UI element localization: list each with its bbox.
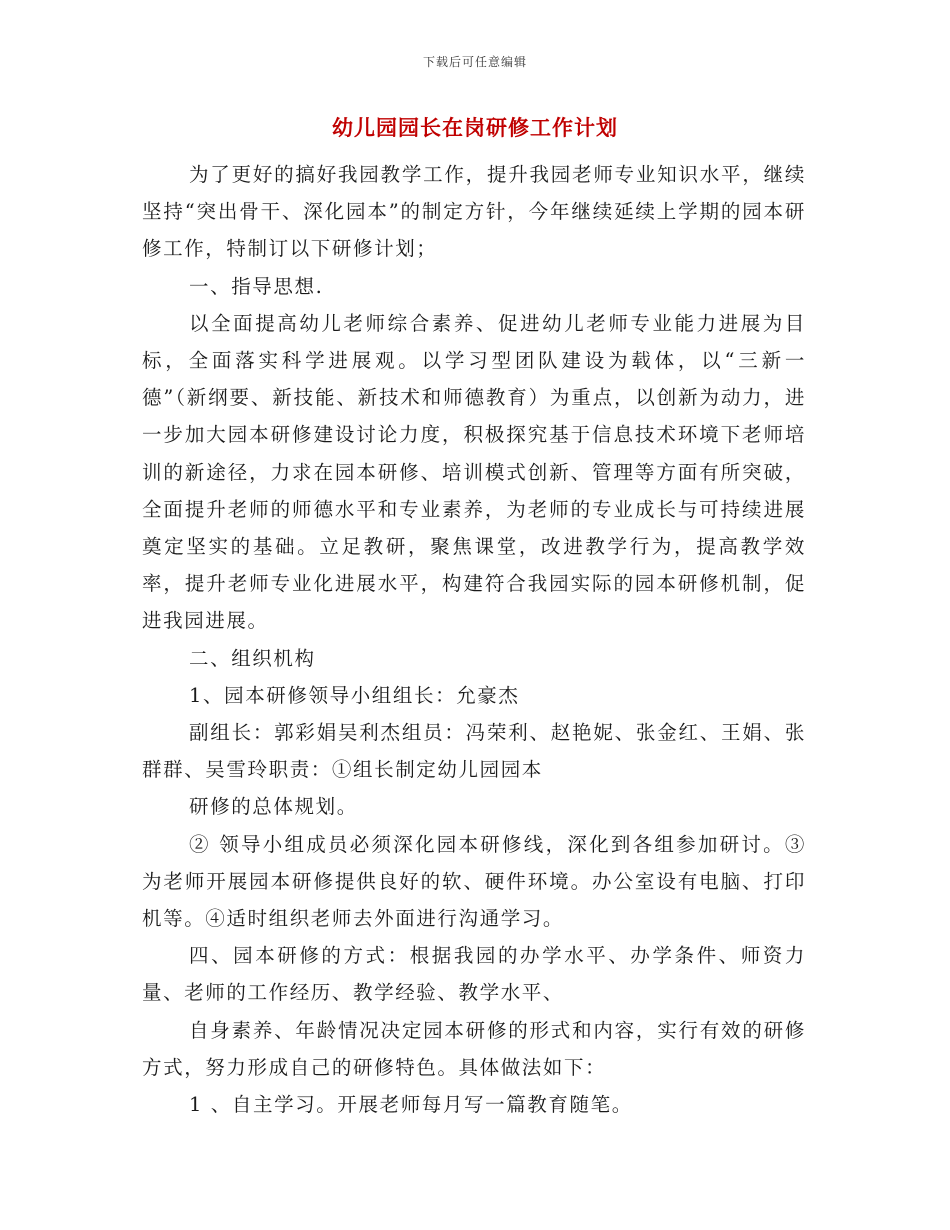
- intro-paragraph: 为了更好的搞好我园教学工作，提升我园老师专业知识水平，继续坚持“突出骨干、深化园本”的制定方针，今年继续延续上学期的园本研修工作，特制订以下研修计划；: [142, 163, 806, 261]
- header-note: 下载后可任意编辑: [422, 55, 527, 69]
- organization-members-paragraph: 副组长：郭彩娟吴利杰组员：冯荣利、赵艳妮、张金红、王娟、张群群、吴雪玲职责：①组长制定幼儿园园本: [142, 721, 806, 782]
- duties-paragraph: ② 领导小组成员必须深化园本研修线，深化到各组参加研讨。③为老师开展园本研修提供良好的软、硬件环境。办公室设有电脑、打印机等。④适时组织老师去外面进行沟通学习。: [142, 832, 806, 931]
- method-item-1: 1 、自主学习。开展老师每月写一篇教育随笔。: [189, 1093, 633, 1117]
- document-title: 幼儿园园长在岗研修工作计划: [332, 115, 618, 140]
- section-heading-organization: 二、组织机构: [189, 646, 316, 670]
- guiding-thought-paragraph: 以全面提高幼儿老师综合素养、促进幼儿老师专业能力进展为目标，全面落实科学进展观。以学习型团队建设为载体，以“三新一德”（新纲要、新技能、新技术和师德教育）为重点，以创新为动力，进一步加大园本研修建设讨论力度，积极探究基于信息技术环境下老师培训的新途径，力求在园本研修、培训模式创新、管理等方面有所突破，全面提升老师的师德水平和专业素养，为老师的专业成长与可持续进展奠定坚实的基础。立足教研，聚焦课堂，改进教学行为，提高教学效率，提升老师专业化进展水平，构建符合我园实际的园本研修机制，促进我园进展。: [142, 311, 806, 633]
- organization-leader-line: 1、园本研修领导小组组长：允豪杰: [189, 683, 520, 707]
- organization-duty-line: 研修的总体规划。: [189, 795, 358, 819]
- section-heading-methods: 四、园本研修的方式：根据我园的办学水平、办学条件、师资力量、老师的工作经历、教学经验、教学水平、: [142, 944, 806, 1005]
- section-heading-guiding-thought: 一、指导思想.: [189, 274, 324, 298]
- document-body: [142, 156, 806, 1123]
- methods-paragraph: 自身素养、年龄情况决定园本研修的形式和内容，实行有效的研修方式，努力形成自己的研修特色。具体做法如下：: [142, 1018, 806, 1079]
